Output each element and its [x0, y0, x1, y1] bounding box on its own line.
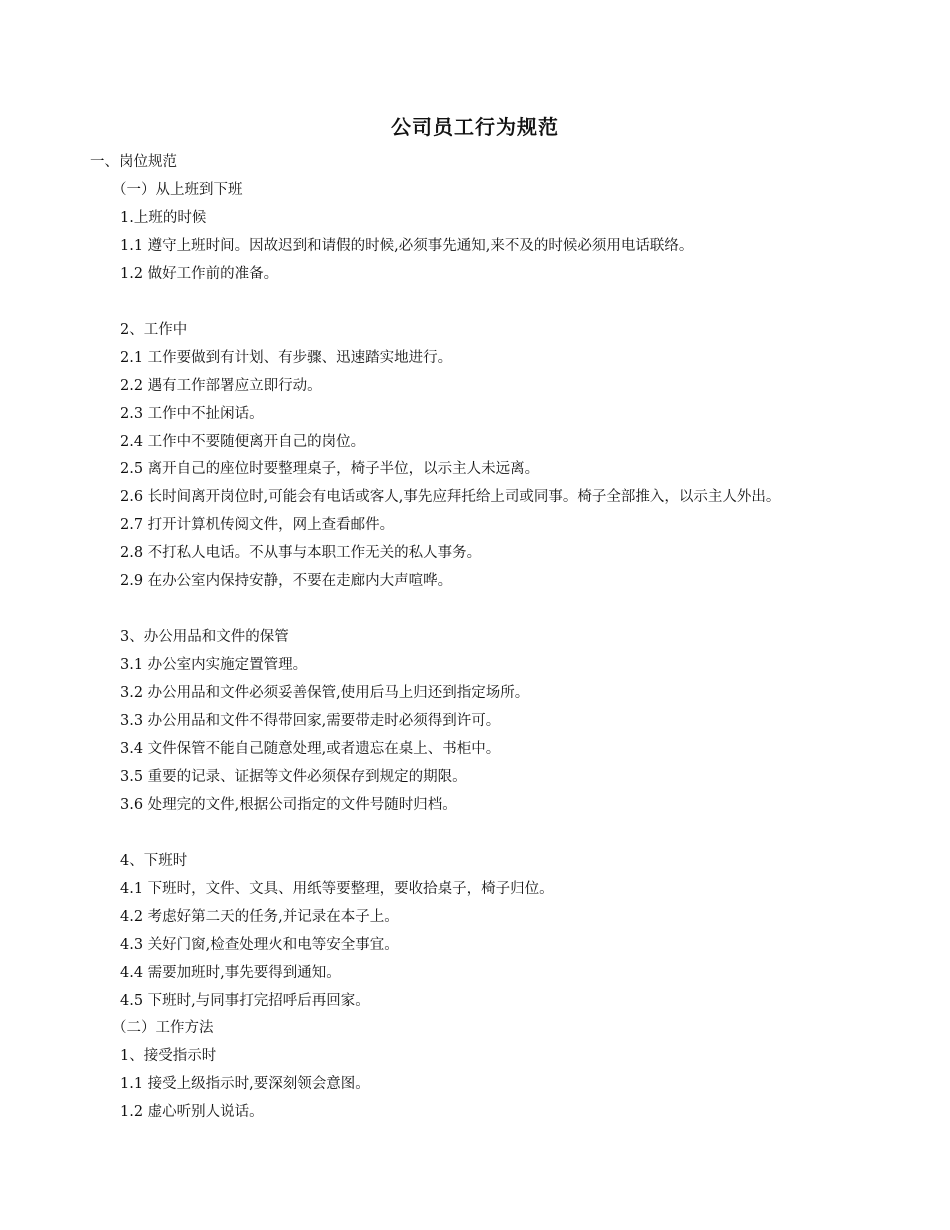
paragraph-line: 1.2 做好工作前的准备。: [120, 265, 279, 282]
paragraph-line: 2.3 工作中不扯闲话。: [120, 405, 264, 422]
paragraph-line: 2.6 长时间离开岗位时,可能会有电话或客人,事先应拜托给上司或同事。椅子全部推入，以示主人外出。: [120, 489, 781, 506]
paragraph-line: 2.5 离开自己的座位时要整理桌子，椅子半位，以示主人未远离。: [120, 461, 540, 478]
subsection-heading: （二）工作方法: [112, 1020, 214, 1037]
paragraph-line: 2.1 工作要做到有计划、有步骤、迅速踏实地进行。: [120, 349, 453, 366]
paragraph-line: 3.2 办公用品和文件必须妥善保管,使用后马上归还到指定场所。: [120, 685, 530, 702]
paragraph-line: 4.1 下班时，文件、文具、用纸等要整理，要收拾桌子，椅子归位。: [120, 880, 554, 897]
paragraph-line: 4.5 下班时,与同事打完招呼后再回家。: [120, 992, 370, 1009]
paragraph-line: 2、工作中: [120, 321, 188, 338]
section-heading: 一、岗位规范: [90, 154, 177, 170]
paragraph-line: 1.1 接受上级指示时,要深刻领会意图。: [120, 1076, 370, 1093]
paragraph-line: 1.1 遵守上班时间。因故迟到和请假的时候,必须事先通知,来不及的时候必须用电话联络。: [120, 237, 694, 254]
paragraph-line: 3、办公用品和文件的保管: [120, 629, 289, 646]
paragraph-line: 3.5 重要的记录、证据等文件必须保存到规定的期限。: [120, 768, 467, 785]
paragraph-line: 3.6 处理完的文件,根据公司指定的文件号随时归档。: [120, 796, 457, 813]
paragraph-line: 2.4 工作中不要随便离开自己的岗位。: [120, 433, 366, 450]
paragraph-line: 3.4 文件保管不能自己随意处理,或者遗忘在桌上、书柜中。: [120, 740, 501, 757]
paragraph-line: 4.4 需要加班时,事先要得到通知。: [120, 964, 341, 981]
paragraph-line: 2.8 不打私人电话。不从事与本职工作无关的私人事务。: [120, 545, 482, 562]
subsection-heading: （一）从上班到下班: [112, 181, 243, 198]
paragraph-line: 4.2 考虑好第二天的任务,并记录在本子上。: [120, 908, 399, 925]
paragraph-line: 1.2 虚心听别人说话。: [120, 1104, 264, 1121]
paragraph-line: 1.上班的时候: [120, 209, 207, 226]
document-title: 公司员工行为规范: [391, 115, 559, 139]
paragraph-line: 1、接受指示时: [120, 1048, 217, 1065]
paragraph-line: 3.1 办公室内实施定置管理。: [120, 657, 308, 674]
paragraph-line: 4.3 关好门窗,检查处理火和电等安全事宜。: [120, 936, 399, 953]
paragraph-line: 4、下班时: [120, 852, 188, 869]
paragraph-line: 2.9 在办公室内保持安静，不要在走廊内大声喧哗。: [120, 573, 453, 590]
paragraph-line: 2.7 打开计算机传阅文件，网上查看邮件。: [120, 517, 395, 534]
paragraph-line: 3.3 办公用品和文件不得带回家,需要带走时必须得到许可。: [120, 713, 501, 729]
paragraph-line: 2.2 遇有工作部署应立即行动。: [120, 377, 322, 394]
